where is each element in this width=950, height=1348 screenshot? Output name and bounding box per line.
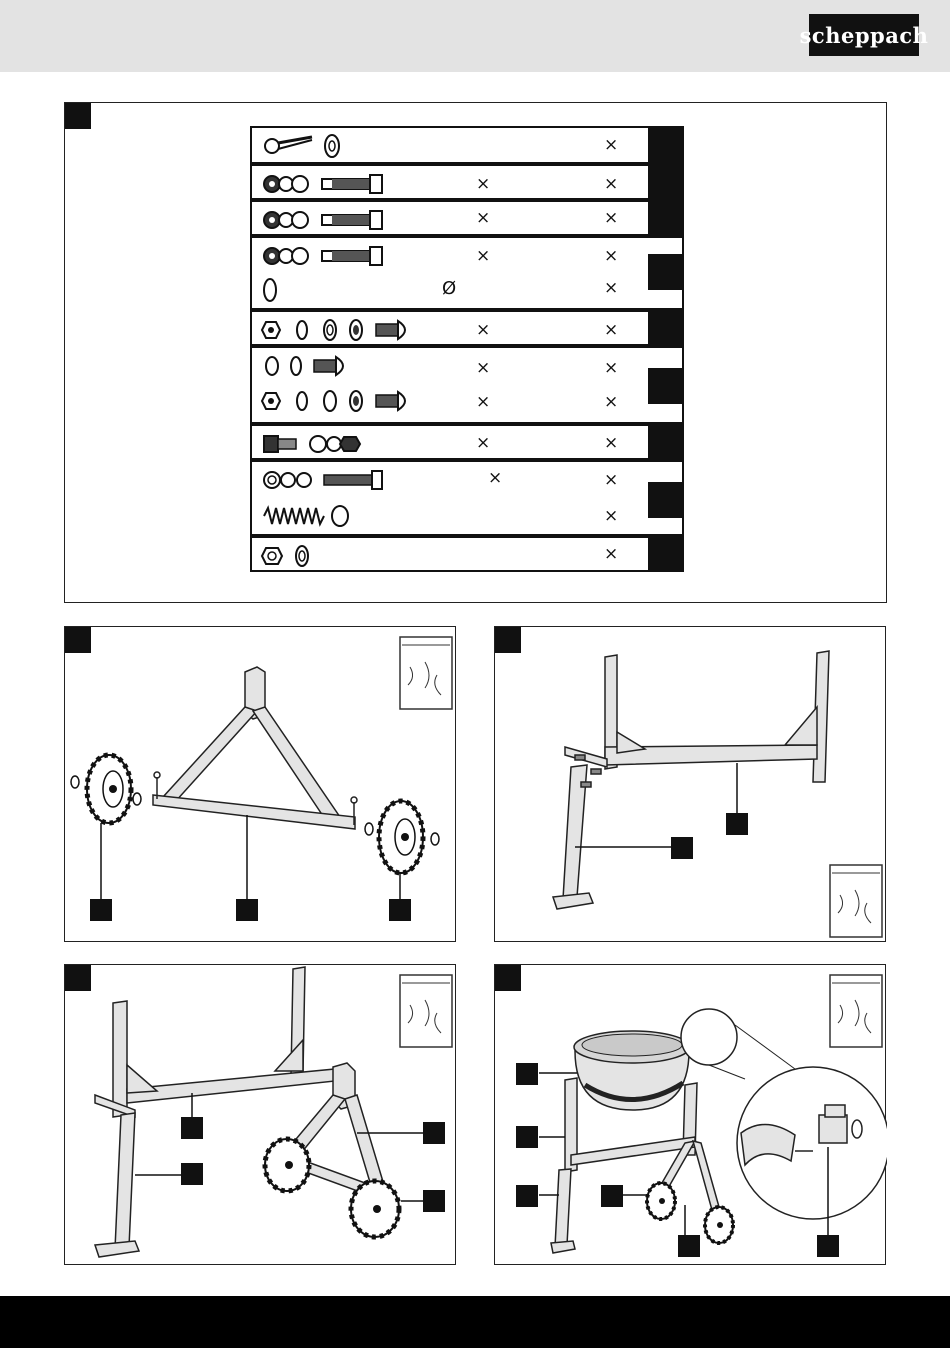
quantity-mark: × <box>604 544 619 564</box>
wheel-icon <box>647 1183 675 1219</box>
row-number-tag <box>648 310 684 346</box>
row-number-tag <box>648 536 684 572</box>
footer-band <box>0 1296 950 1348</box>
callout-tag <box>90 899 411 921</box>
frame <box>553 651 829 909</box>
row-number-tag <box>648 368 684 404</box>
quantity-mark: × <box>604 392 619 412</box>
quantity-mark: × <box>604 278 619 298</box>
screw-set-icon <box>252 348 422 426</box>
wheel-icon <box>351 1181 399 1237</box>
step-attach-wheel-frame-panel <box>64 964 456 1265</box>
assembly-illustration <box>495 627 887 943</box>
spring-set-icon <box>252 462 392 538</box>
panel-number-tag <box>65 103 91 129</box>
quantity-mark: × <box>604 320 619 340</box>
parts-row <box>250 236 684 310</box>
spring-icon <box>264 508 324 524</box>
assembly-illustration <box>65 965 457 1266</box>
wheel-icon <box>705 1207 733 1243</box>
quantity-mark: × <box>604 246 619 266</box>
bolt-icon <box>252 166 392 200</box>
assembly-illustration <box>65 627 457 943</box>
wheel-icon <box>379 801 423 873</box>
step-wheels-axle-panel <box>64 626 456 942</box>
quantity-mark: × <box>488 468 503 488</box>
quantity-mark: × <box>604 433 619 453</box>
callout-tag <box>671 813 748 859</box>
screw-set-icon <box>252 312 422 348</box>
parts-row <box>250 460 684 536</box>
detail-magnifier <box>681 1009 737 1065</box>
row-number-tag <box>648 424 684 460</box>
hardware-bag-icon <box>830 865 882 937</box>
hardware-bag-icon <box>830 975 882 1047</box>
wheel-icon <box>87 755 131 823</box>
row-number-tag <box>648 164 684 200</box>
hardware-bag-icon <box>400 975 452 1047</box>
parts-row <box>250 346 684 424</box>
o-ring-icon <box>252 238 292 312</box>
parts-row <box>250 126 684 164</box>
diameter-symbol: Ø <box>442 278 457 299</box>
parts-row <box>250 536 684 572</box>
frame <box>95 967 335 1257</box>
quantity-mark: × <box>604 358 619 378</box>
quantity-mark: × <box>476 358 491 378</box>
parts-row <box>250 164 684 200</box>
step-attach-drum-panel <box>494 964 886 1265</box>
quantity-mark: × <box>476 174 491 194</box>
parts-row <box>250 310 684 346</box>
parts-table <box>250 126 684 572</box>
quantity-mark: × <box>476 246 491 266</box>
quantity-mark: × <box>604 470 619 490</box>
quantity-mark: × <box>476 208 491 228</box>
quantity-mark: × <box>476 320 491 340</box>
washer-icon <box>252 128 372 164</box>
bolt-icon <box>252 202 392 236</box>
nut-washer-icon <box>252 538 342 574</box>
row-number-tag <box>648 482 684 518</box>
row-number-tag <box>648 200 684 236</box>
mixer-drum <box>574 1031 690 1110</box>
step-frame-legs-panel <box>494 626 886 942</box>
assembly-illustration <box>495 965 887 1266</box>
hardware-bag-icon <box>400 637 452 709</box>
row-number-tag <box>648 126 684 164</box>
quantity-mark: × <box>604 208 619 228</box>
wheel-icon <box>265 1139 309 1191</box>
bolt-nut-icon <box>252 426 382 462</box>
quantity-mark: × <box>604 174 619 194</box>
quantity-mark: × <box>476 433 491 453</box>
parts-row <box>250 200 684 236</box>
quantity-mark: × <box>604 506 619 526</box>
brand-logo: scheppach <box>809 14 919 56</box>
row-number-tag <box>648 254 684 290</box>
parts-row <box>250 424 684 460</box>
quantity-mark: × <box>604 135 619 155</box>
quantity-mark: × <box>476 392 491 412</box>
